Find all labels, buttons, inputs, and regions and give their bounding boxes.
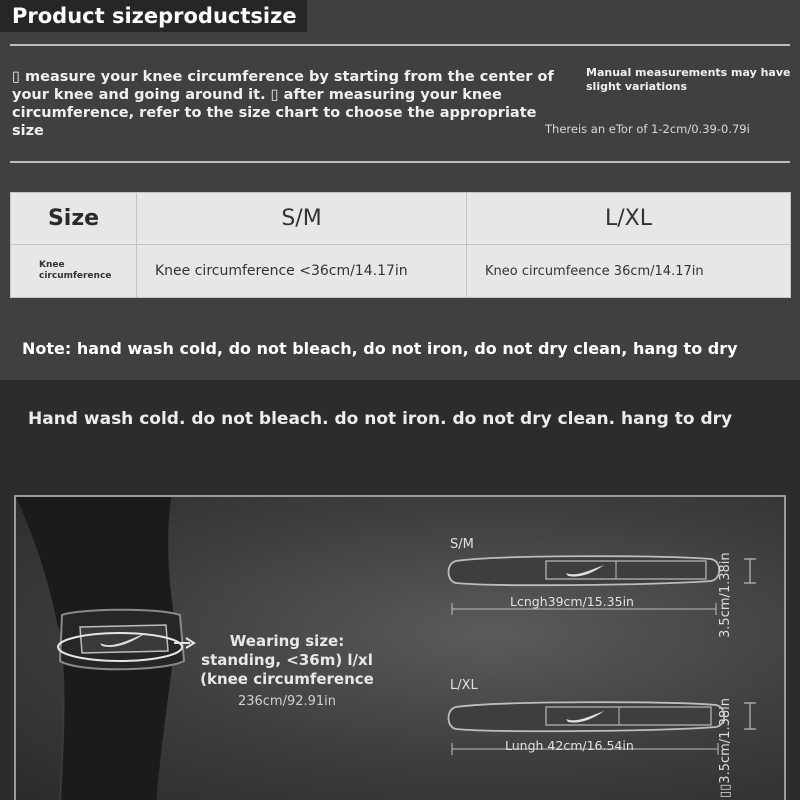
size-lxl-value: Kneo circumfeence 36cm/14.17in	[467, 245, 791, 298]
size-sm-header: S/M	[137, 193, 467, 245]
strap-lxl-length: Lungh 42cm/16.54in	[505, 738, 634, 753]
strap-sm-label: S/M	[450, 537, 474, 552]
divider	[10, 161, 790, 163]
width-dimension-sm	[744, 559, 756, 583]
diagram-svg	[16, 497, 786, 800]
care-instructions: Hand wash cold. do not bleach. do not iron. do not dry clean. hang to dry	[28, 409, 733, 429]
size-sm-value: Knee circumference <36cm/14.17in	[137, 245, 467, 298]
strap-sm-width: 3.5cm/1.38in	[718, 552, 733, 638]
error-margin-note: Thereis an eTor of 1-2cm/0.39-0.79i	[545, 122, 750, 136]
table-header-row	[11, 193, 791, 245]
care-note: Note: hand wash cold, do not bleach, do not iron, do not dry clean, hang to dry	[22, 339, 738, 358]
measure-instructions: ▯ measure your knee circumference by starting from the center of your knee and going around it. ▯ after measuring your knee circumference, refer to the size chart to choose the appropriate size	[12, 69, 554, 139]
manual-measurement-note: Manual measurements may have slight variations	[586, 66, 791, 93]
size-section	[0, 0, 800, 380]
knee-circumference-label: Knee circumference	[11, 245, 137, 298]
strap-sm-illustration	[449, 556, 720, 585]
strap-lxl-illustration	[449, 702, 725, 731]
page-title: Product sizeproductsize	[0, 0, 307, 32]
strap-lxl-label: L/XL	[450, 678, 478, 693]
table-row	[11, 245, 791, 298]
divider	[10, 44, 790, 46]
size-header-cell: Size	[11, 193, 137, 245]
strap-lxl-width: ▯▯3.5cm/1.38in	[718, 698, 733, 798]
width-dimension-lxl	[744, 703, 756, 729]
strap-sm-length: Lcngh39cm/15.35in	[510, 594, 634, 609]
wearing-length-text: 236cm/92.91in	[237, 694, 337, 709]
size-lxl-header: L/XL	[467, 193, 791, 245]
product-diagram	[14, 495, 786, 800]
wearing-size-text: Wearing size: standing, <36m) l/xl (knee circumference	[200, 632, 374, 688]
size-chart-table	[10, 192, 791, 298]
